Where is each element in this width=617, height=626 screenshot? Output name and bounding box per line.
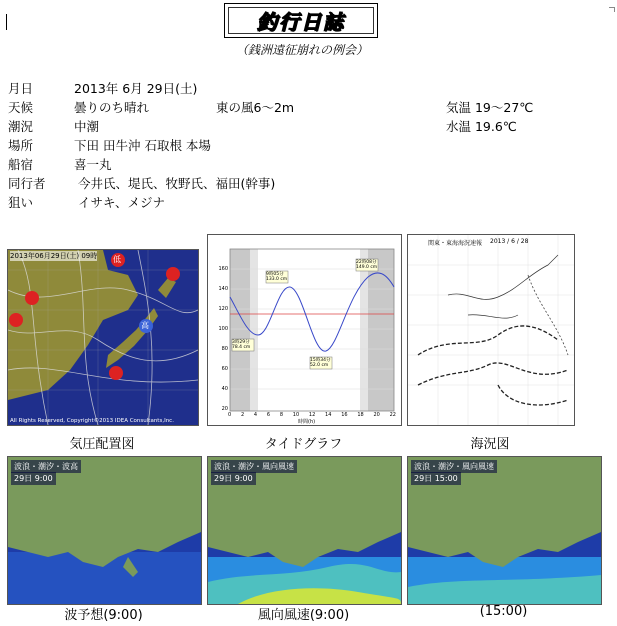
wind-forecast-9-image: [207, 456, 402, 605]
high-pressure-label: 高: [141, 321, 149, 330]
sea-chart-caption: 海況図: [470, 437, 510, 452]
wind1-label2: 29日 9:00: [211, 472, 256, 485]
wind2-label2: 29日 15:00: [411, 472, 461, 485]
weather-label: 天候: [8, 100, 34, 115]
wind2-label1: 波浪・潮汐・風向風速: [411, 460, 497, 473]
tide-box-high1: 9時05分 133.0 cm: [266, 272, 288, 282]
wave-label2: 29日 9:00: [11, 472, 56, 485]
weather-map-stamp: 2013年06月29日(土) 09時: [10, 252, 98, 260]
wave-label1: 波浪・潮汐・波高: [11, 460, 81, 473]
water-temp: 水温 19.6℃: [446, 119, 517, 134]
title-box: [224, 3, 378, 38]
companions-label: 同行者: [8, 176, 46, 191]
tide-label: 潮況: [8, 119, 34, 134]
wind1-label1: 波浪・潮汐・風向風速: [211, 460, 297, 473]
sea-chart-title: 関東・東海海況速報: [428, 240, 483, 247]
place-value: 下田 田牛沖 石取根 本場: [74, 138, 211, 153]
page-title: 釣行日誌: [257, 10, 345, 34]
wave-forecast-image: [7, 456, 202, 605]
tide-box-high2: 22時08分 149.0 cm: [356, 260, 378, 270]
wave-caption: 波予想(9:00): [64, 608, 143, 623]
boat-value: 喜一丸: [74, 157, 112, 172]
air-temp: 気温 19～27℃: [446, 100, 534, 115]
page-subtitle: （銭洲遠征崩れの例会）: [236, 43, 369, 57]
wind-value: 東の風6～2m: [216, 100, 295, 115]
tide-box-low2: 15時34分 52.0 cm: [310, 358, 331, 368]
low-pressure-label: 低: [113, 255, 121, 264]
sea-chart-image: [407, 234, 575, 426]
place-label: 場所: [8, 138, 34, 153]
wind2-caption: (15:00): [479, 604, 528, 619]
weather-map-copyright: All Rights Reserved, Copyright©2013 IDEA Consultants,Inc.: [10, 418, 174, 424]
sea-chart-date: 2013 / 6 / 28: [490, 238, 529, 245]
tide-box-low1: 3時29分 78.4 cm: [232, 340, 251, 350]
tide-x-label: 時間(h): [298, 419, 316, 425]
tide-graph-caption: タイドグラフ: [264, 437, 343, 452]
tide-x-ticks: 0 2 4 6 8 10 12 14 16 18 20 22: [228, 412, 396, 418]
weather-value: 曇りのち晴れ: [74, 100, 150, 115]
tide-value: 中潮: [74, 119, 100, 134]
text-cursor: [6, 14, 7, 30]
margin-mark: [609, 7, 615, 12]
date-label: 月日: [8, 81, 34, 96]
tide-y-ticks: 160 140 120 100 80 60 40 20: [218, 266, 228, 412]
weather-map-image: [7, 249, 199, 426]
target-label: 狙い: [8, 195, 34, 210]
date-value: 2013年 6月 29日(土): [74, 81, 198, 96]
companions-value: 今井氏、堤氏、牧野氏、福田(幹事): [78, 176, 276, 191]
tide-graph-image: [207, 234, 402, 426]
wind-forecast-15-image: [407, 456, 602, 605]
weather-map-caption: 気圧配置図: [69, 437, 135, 452]
boat-label: 船宿: [8, 157, 34, 172]
wind1-caption: 風向風速(9:00): [257, 608, 350, 623]
target-value: イサキ、メジナ: [78, 195, 166, 210]
